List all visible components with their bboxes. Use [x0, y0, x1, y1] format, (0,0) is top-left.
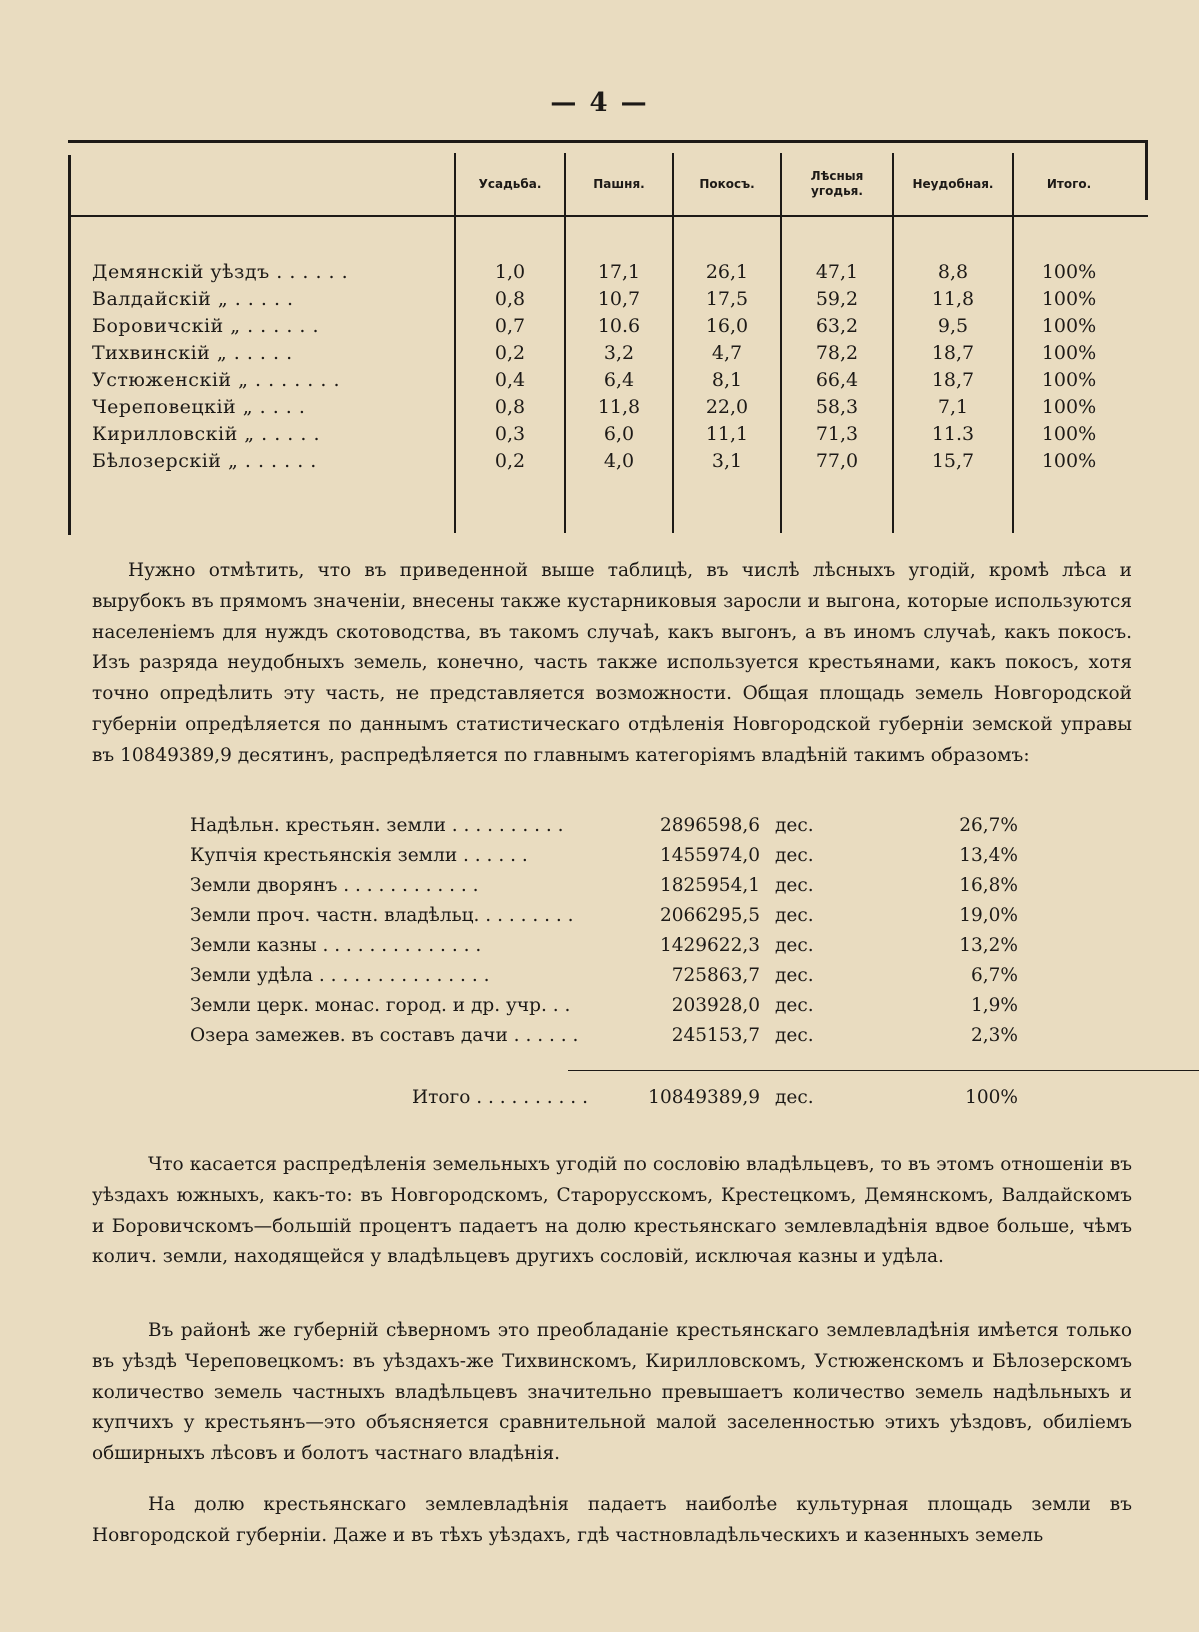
holding-label: Надѣльн. крестьян. земли . . . . . . . . . . [190, 815, 564, 836]
column-header: Пашня. [593, 176, 645, 191]
holding-row [190, 1025, 1070, 1055]
table-cell: 78,2 [815, 342, 859, 364]
table-row [68, 369, 1148, 396]
district-name: Тихвинскій „ . . . . . [92, 342, 293, 364]
table-cell: 0,2 [494, 342, 526, 364]
table-cell: 3,1 [711, 450, 743, 472]
table-cell: 6,0 [603, 423, 635, 445]
holdings-list [190, 815, 1070, 1108]
table-row [68, 342, 1148, 369]
total-value: 10849389,9 [648, 1087, 760, 1108]
table-header-rule [68, 215, 1148, 217]
table-cell: 100% [1041, 342, 1097, 364]
table-cell: 8,1 [711, 369, 743, 391]
holding-value: 1429622,3 [659, 935, 760, 956]
holding-percent: 16,8% [959, 875, 1018, 896]
holding-percent: 26,7% [959, 815, 1018, 836]
table-cell: 100% [1041, 423, 1097, 445]
table-cell: 4,0 [603, 450, 635, 472]
table-row [68, 288, 1148, 315]
holding-row [190, 845, 1070, 875]
table-row [68, 315, 1148, 342]
holding-value: 1455974,0 [659, 845, 760, 866]
holding-label: Земли дворянъ . . . . . . . . . . . . [190, 875, 479, 896]
holding-row [190, 935, 1070, 965]
table-cell: 71,3 [815, 423, 859, 445]
table-cell: 15,7 [931, 450, 975, 472]
holding-unit: дес. [775, 845, 814, 866]
paragraph [92, 1150, 1132, 1273]
table-cell: 18,7 [931, 342, 975, 364]
table-cell: 47,1 [815, 261, 859, 283]
holding-label: Земли церк. монас. город. и др. учр. . . [190, 995, 571, 1016]
table-cell: 11,8 [931, 288, 975, 310]
land-use-table [68, 140, 1148, 538]
table-cell: 7,1 [937, 396, 969, 418]
holding-unit: дес. [775, 935, 814, 956]
table-cell: 100% [1041, 261, 1097, 283]
holding-percent: 6,7% [971, 965, 1018, 986]
table-cell: 11,8 [597, 396, 641, 418]
holding-row [190, 965, 1070, 995]
column-header [782, 153, 892, 215]
holding-value: 203928,0 [671, 995, 760, 1016]
total-percent: 100% [965, 1087, 1018, 1108]
holding-value: 245153,7 [671, 1025, 760, 1046]
table-cell: 0,7 [494, 315, 526, 337]
holding-percent: 19,0% [959, 905, 1018, 926]
holding-row [190, 815, 1070, 845]
district-name: Боровичскій „ . . . . . . [92, 315, 320, 337]
table-cell: 26,1 [705, 261, 749, 283]
table-cell: 58,3 [815, 396, 859, 418]
paragraph-text: Нужно отмѣтить, что въ приведенной выше таблицѣ, въ числѣ лѣсныхъ угодій, кромѣ лѣса и вырубокъ въ прямомъ значеніи, внесены также кустарниковыя заросли и выгона, которые используются населеніемъ для нуждъ скотоводства, въ такомъ случаѣ, какъ выгонъ, а въ иномъ случаѣ, какъ покосъ. Изъ разряда неудобныхъ земель, конечно, часть также используется крестьянами, какъ покосъ, хотя точно опредѣлить эту часть, не представляется возможности. Общая площадь земель Новгородской губерніи опредѣляется по даннымъ статистическаго отдѣленія Новгородской губерніи земской управы въ 10849389,9 десятинъ, распредѣляется по главнымъ категоріямъ владѣній такимъ образомъ: [92, 560, 1132, 766]
district-name: Устюженскій „ . . . . . . . [92, 369, 341, 391]
table-cell: 100% [1041, 396, 1097, 418]
holding-row [190, 875, 1070, 905]
district-name: Бѣлозерскій „ . . . . . . [92, 450, 317, 472]
holding-percent: 2,3% [971, 1025, 1018, 1046]
column-header: Итого. [1046, 176, 1092, 191]
page-number: — 4 — [550, 88, 649, 118]
table-cell: 22,0 [705, 396, 749, 418]
table-cell: 11.3 [931, 423, 975, 445]
table-cell: 0,8 [494, 396, 526, 418]
table-cell: 0,2 [494, 450, 526, 472]
table-cell: 63,2 [815, 315, 859, 337]
total-unit: дес. [775, 1087, 814, 1108]
table-cell: 17,1 [597, 261, 641, 283]
table-row [68, 423, 1148, 450]
table-cell: 3,2 [603, 342, 635, 364]
district-name: Кирилловскій „ . . . . . [92, 423, 321, 445]
table-row [68, 396, 1148, 423]
table-cell: 59,2 [815, 288, 859, 310]
column-header-text: Лѣсныя угодья. [810, 169, 864, 198]
holding-value: 2066295,5 [659, 905, 760, 926]
paragraph [92, 1490, 1132, 1552]
table-cell: 9,5 [937, 315, 969, 337]
holding-unit: дес. [775, 995, 814, 1016]
table-cell: 100% [1041, 315, 1097, 337]
table-cell: 100% [1041, 450, 1097, 472]
table-cell: 77,0 [815, 450, 859, 472]
holding-percent: 13,2% [959, 935, 1018, 956]
holding-value: 2896598,6 [659, 815, 760, 836]
district-name: Череповецкій „ . . . . [92, 396, 306, 418]
holding-unit: дес. [775, 815, 814, 836]
holding-label: Земли удѣла . . . . . . . . . . . . . . . [190, 965, 490, 986]
total-row [190, 1087, 1070, 1117]
table-cell: 4,7 [711, 342, 743, 364]
table-cell: 10.6 [597, 315, 641, 337]
column-header: Неудобная. [912, 176, 994, 191]
holding-value: 1825954,1 [659, 875, 760, 896]
table-cell: 8,8 [937, 261, 969, 283]
paragraph-text: На долю крестьянскаго землевладѣнія падаетъ наиболѣе культурная площадь земли въ Новгородской губерніи. Даже и въ тѣхъ уѣздахъ, гдѣ частновладѣльческихъ и казенныхъ земель [92, 1494, 1132, 1546]
total-rule [568, 1070, 1199, 1071]
paragraph-text: Что касается распредѣленія земельныхъ угодій по сословію владѣльцевъ, то въ этомъ отношеніи въ уѣздахъ южныхъ, какъ-то: въ Новгородскомъ, Старорусскомъ, Крестецкомъ, Демянскомъ, Валдайскомъ и Боровичскомъ—большій процентъ падаетъ на долю крестьянскаго землевладѣнія вдвое больше, чѣмъ колич. земли, находящейся у владѣльцевъ другихъ сословій, исключая казны и удѣла. [92, 1154, 1132, 1268]
table-row [68, 450, 1148, 477]
district-name: Валдайскій „ . . . . . [92, 288, 294, 310]
paragraph [92, 556, 1132, 772]
column-header: Покосъ. [699, 176, 755, 191]
table-cell: 0,4 [494, 369, 526, 391]
holding-percent: 13,4% [959, 845, 1018, 866]
column-header: Усадьба. [478, 176, 542, 191]
table-cell: 1,0 [494, 261, 526, 283]
table-cell: 10,7 [597, 288, 641, 310]
table-cell: 66,4 [815, 369, 859, 391]
table-cell: 18,7 [931, 369, 975, 391]
paragraph [92, 1316, 1132, 1470]
table-cell: 0,3 [494, 423, 526, 445]
total-label: Итого . . . . . . . . . . [412, 1087, 588, 1108]
table-cell: 11,1 [705, 423, 749, 445]
table-cell: 0,8 [494, 288, 526, 310]
holding-row [190, 995, 1070, 1025]
holding-label: Озера замежев. въ составъ дачи . . . . . . [190, 1025, 579, 1046]
holding-label: Купчія крестьянскія земли . . . . . . [190, 845, 528, 866]
table-row [68, 261, 1148, 288]
holding-unit: дес. [775, 875, 814, 896]
district-name: Демянскій уѣздъ . . . . . . [92, 261, 349, 283]
holding-percent: 1,9% [971, 995, 1018, 1016]
holding-unit: дес. [775, 905, 814, 926]
holding-label: Земли казны . . . . . . . . . . . . . . [190, 935, 482, 956]
holding-unit: дес. [775, 1025, 814, 1046]
holding-label: Земли проч. частн. владѣльц. . . . . . . . . [190, 905, 574, 926]
paragraph-text: Въ районѣ же губерній сѣверномъ это преобладаніе крестьянскаго землевладѣнія имѣется только въ уѣздѣ Череповецкомъ: въ уѣздахъ-же Тихвинскомъ, Кирилловскомъ, Устюженскомъ и Бѣлозерскомъ количество земель частныхъ владѣльцевъ значительно превышаетъ количество земель надѣльныхъ и купчихъ у крестьянъ—это объясняется сравнительной малой заселенностью этихъ уѣздовъ, обиліемъ обширныхъ лѣсовъ и болотъ частнаго владѣнія. [92, 1320, 1132, 1465]
table-right-rule [1145, 140, 1148, 200]
table-cell: 100% [1041, 288, 1097, 310]
holding-row [190, 905, 1070, 935]
holding-value: 725863,7 [671, 965, 760, 986]
table-cell: 6,4 [603, 369, 635, 391]
table-cell: 16,0 [705, 315, 749, 337]
table-cell: 100% [1041, 369, 1097, 391]
holding-unit: дес. [775, 965, 814, 986]
table-cell: 17,5 [705, 288, 749, 310]
